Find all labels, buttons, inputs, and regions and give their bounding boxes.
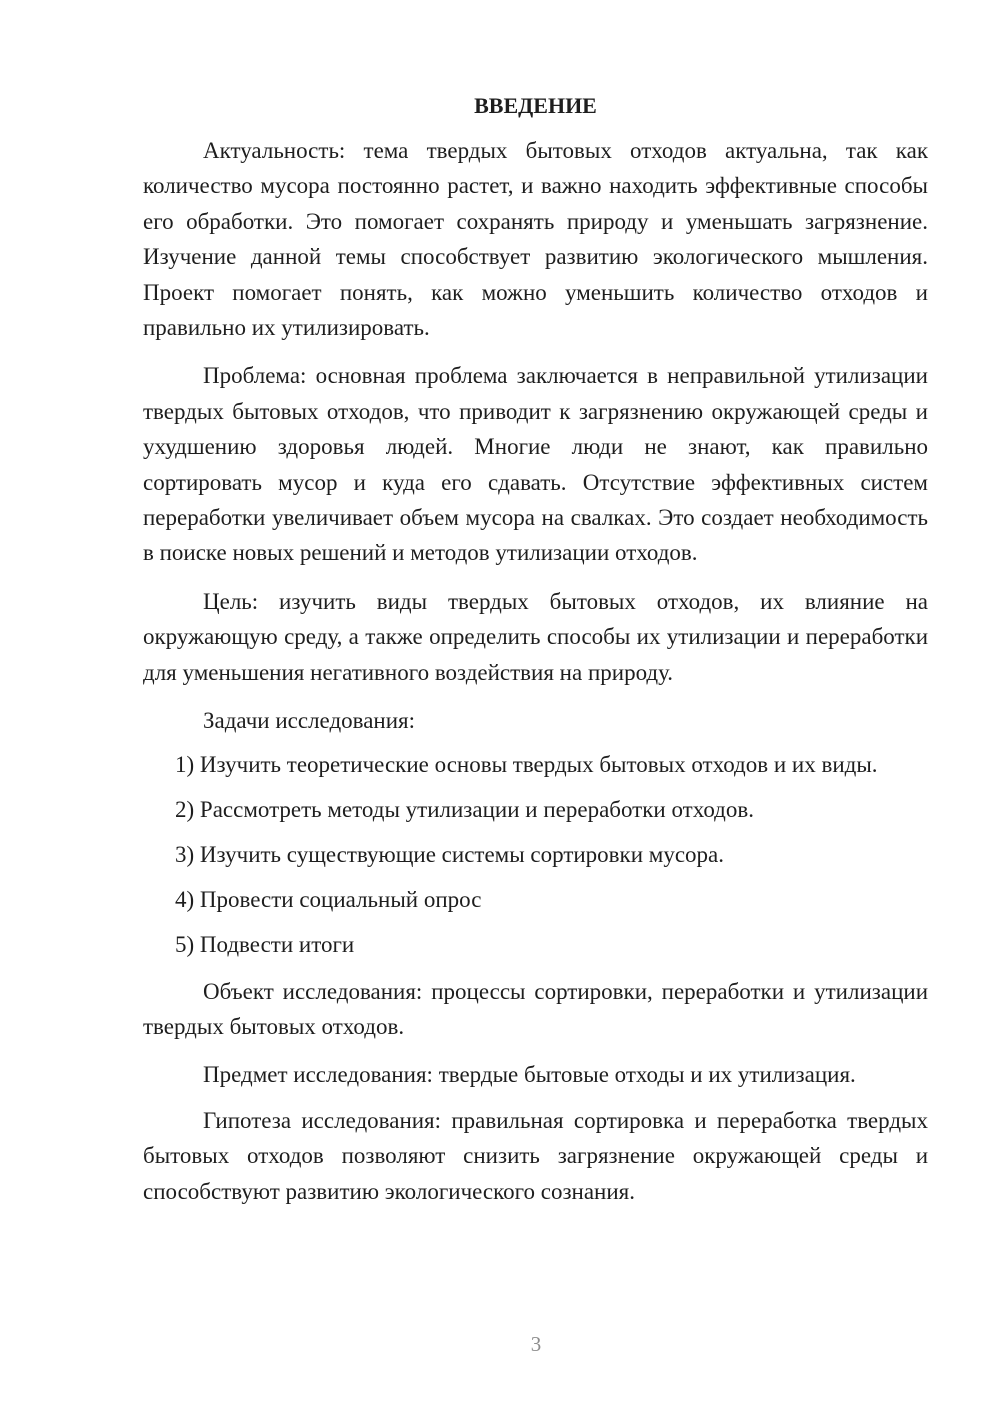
task-item: 3) Изучить существующие системы сортировки мусора.	[175, 841, 725, 867]
hypothesis-paragraph: Гипотеза исследования: правильная сортировка и переработка твердых бытовых отходов позволяют снизить загрязнение окружающей среды и способствуют развитию экологического сознания.	[143, 1107, 928, 1204]
tasks-title: Задачи исследования:	[203, 708, 416, 734]
subject-paragraph: Предмет исследования: твердые бытовые отходы и их утилизация.	[203, 1062, 856, 1088]
goal-paragraph: Цель: изучить виды твердых бытовых отходов, их влияние на окружающую среду, а также определить способы их утилизации и переработки для уменьшения негативного воздействия на природу.	[143, 588, 928, 685]
problem-paragraph: Проблема: основная проблема заключается в неправильной утилизации твердых бытовых отходов, что приводит к загрязнению окружающей среды и ухудшению здоровья людей. Многие люди не знают, как правильно сортировать мусор и куда его сдавать. Отсутствие эффективных систем переработки увеличивает объем мусора на свалках. Это создает необходимость в поиске новых решений и методов утилизации отходов.	[143, 363, 928, 566]
tasks-list	[143, 749, 928, 961]
page-number: 3	[530, 1332, 542, 1356]
task-item: 1) Изучить теоретические основы твердых бытовых отходов и их виды.	[175, 751, 878, 777]
relevance-paragraph: Актуальность: тема твердых бытовых отходов актуальна, так как количество мусора постоянно растет, и важно находить эффективные способы его обработки. Это помогает сохранять природу и уменьшать загрязнение. Изучение данной темы способствует развитию экологического мышления. Проект помогает понять, как можно уменьшить количество отходов и правильно их утилизировать.	[143, 138, 928, 341]
task-item: 2) Рассмотреть методы утилизации и переработки отходов.	[175, 796, 754, 822]
object-paragraph: Объект исследования: процессы сортировки, переработки и утилизации твердых бытовых отходов.	[143, 978, 928, 1039]
task-item: 4) Провести социальный опрос	[175, 886, 482, 912]
task-item: 5) Подвести итоги	[175, 931, 355, 957]
section-heading: ВВЕДЕНИЕ	[474, 93, 597, 118]
page-content	[143, 90, 928, 1222]
